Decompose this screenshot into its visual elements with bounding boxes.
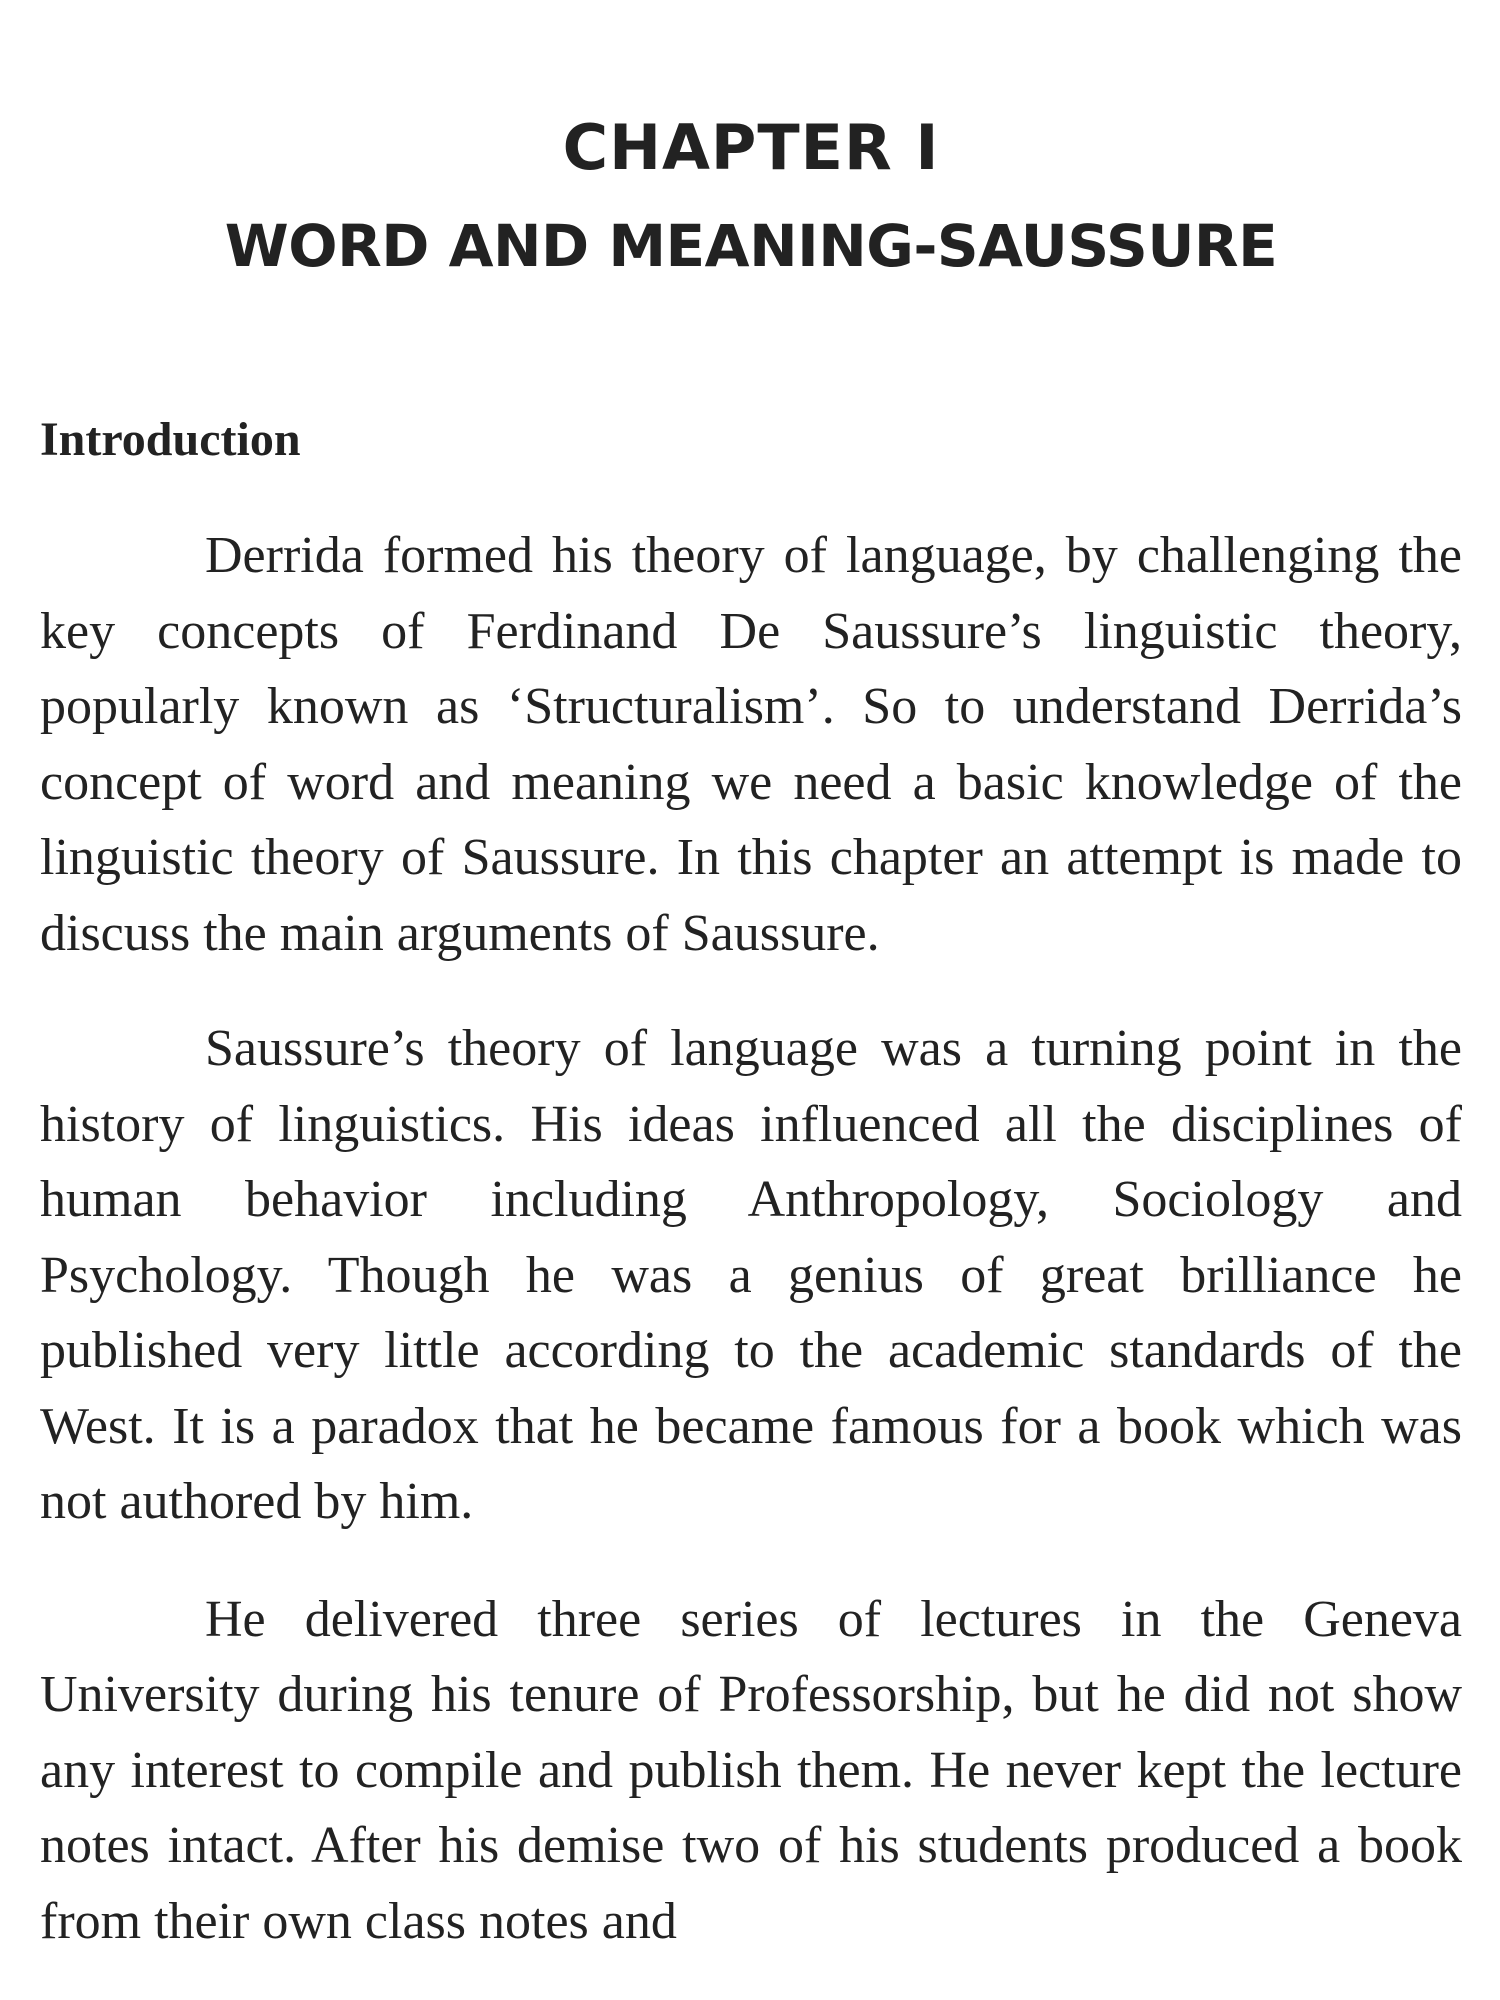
body-paragraph: Derrida formed his theory of language, by challenging the key concepts of Ferdinand De Saussure’s linguistic theory, popularly known as ‘Structuralism’. So to understand Derrida’s concept of word and meaning we need a basic knowledge of the linguistic theory of Saussure. In this chapter an attempt is made to discuss the main arguments of Saussure.	[40, 527, 1462, 962]
chapter-number: CHAPTER I	[562, 111, 940, 184]
body-paragraph: He delivered three series of lectures in the Geneva University during his tenure of Professorship, but he did not show any interest to compile and publish them. He never kept the lecture notes intact. After his demise two of his students produced a book from their own class notes and	[40, 1590, 1462, 1950]
chapter-title: WORD AND MEANING-SAUSSURE	[224, 212, 1278, 280]
body-paragraph: Saussure’s theory of language was a turning point in the history of linguistics. His ideas influenced all the disciplines of human behavior including Anthropology, Sociology and Psychology. Though he was a genius of great brilliance he published very little according to the academic standards of the West. It is a paradox that he became famous for a book which was not authored by him.	[40, 1020, 1462, 1530]
section-heading-introduction: Introduction	[40, 413, 301, 466]
